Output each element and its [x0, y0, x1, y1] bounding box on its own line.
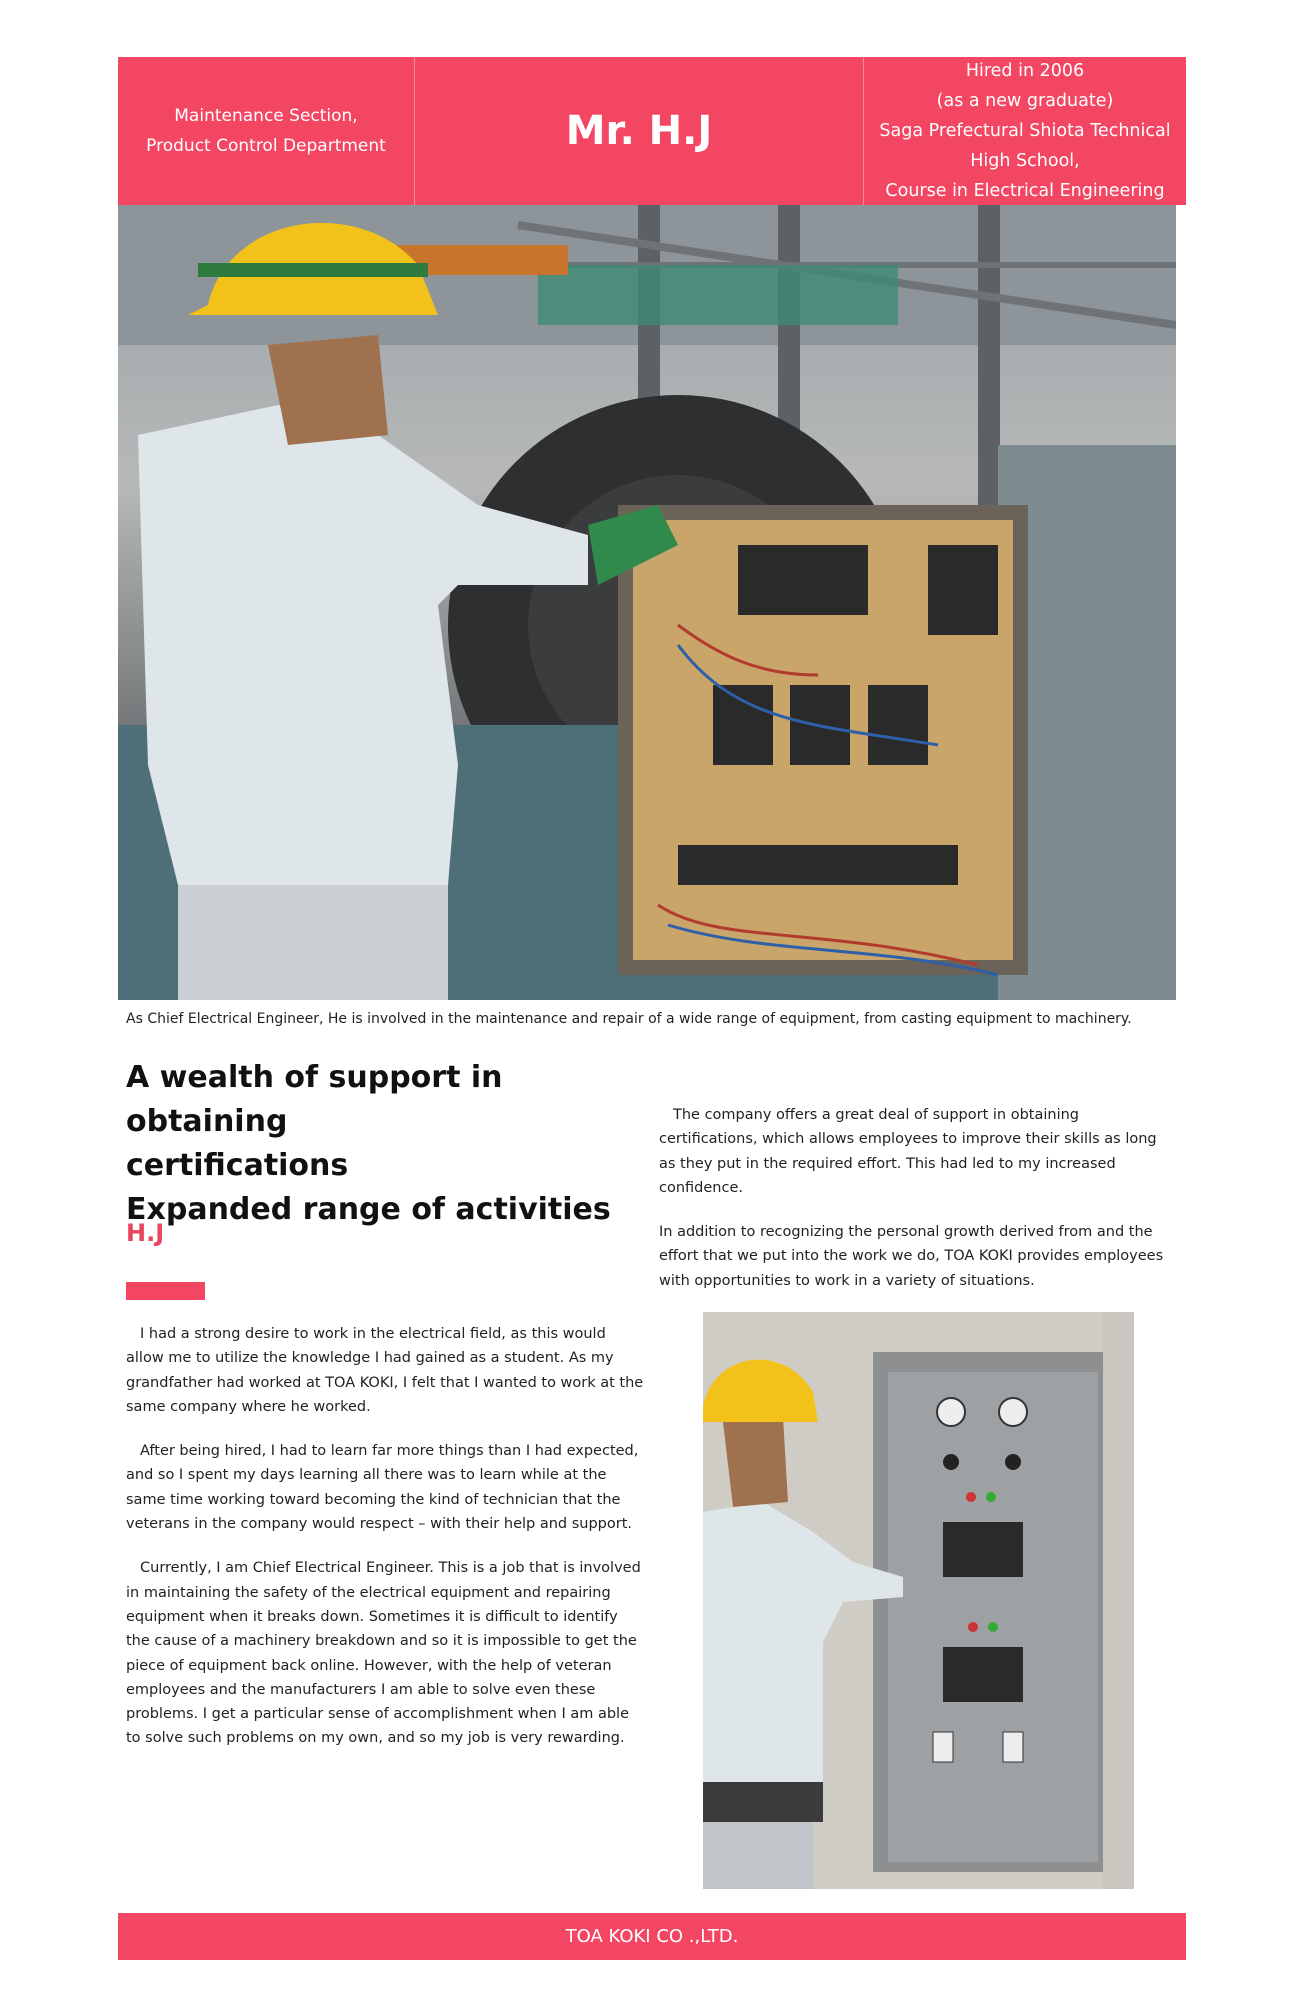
right-column-text — [659, 1103, 1177, 1313]
hire-line: Hired in 2006 — [965, 61, 1085, 81]
main-photo — [118, 205, 1176, 1000]
paragraph: Currently, I am Chief Electrical Engineer. This is a job that is involved in maintaining the safety of the electrical equipment and repairing equipment when it breaks down. Sometimes it is difficult to identify the cause of a machinery breakdown and so it is impossible to get the piece of equipment back online. However, with the help of veteran employees and the manufacturers I am able to solve even these problems. I get a particular sense of accomplishment when I am able to solve such problems on my own, and so my job is very rewarding. — [126, 1560, 641, 1747]
author-name: H.J — [126, 1219, 165, 1247]
paragraph: The company offers a great deal of support in obtaining certifications, which allows employees to improve their skills as long as they put in the required effort. This had led to my increased confidence. — [659, 1107, 1157, 1196]
hire-line: Saga Prefectural Shiota Technical — [879, 121, 1171, 141]
hire-line: (as a new graduate) — [936, 91, 1114, 111]
paragraph: I had a strong desire to work in the electrical field, as this would allow me to utilize the knowledge I had gained as a student. As my grandfather had worked at TOA KOKI, I felt that I wanted to work at the same company where he worked. — [126, 1326, 644, 1415]
hire-line: High School, — [970, 151, 1080, 171]
accent-bar — [126, 1282, 205, 1300]
headline-line: Expanded range of activities — [126, 1192, 611, 1227]
employee-name: Mr. H.J — [415, 57, 864, 205]
company-footer: TOA KOKI CO .,LTD. — [118, 1913, 1186, 1960]
department-line: Product Control Department — [146, 136, 386, 156]
profile-header — [118, 57, 1186, 205]
left-column-text — [126, 1322, 644, 1771]
main-photo-illustration — [118, 205, 1176, 1000]
photo-caption: As Chief Electrical Engineer, He is involved in the maintenance and repair of a wide range of equipment, from casting equipment to machinery. — [126, 1011, 1132, 1027]
switchboard-photo-illustration — [703, 1312, 1134, 1889]
hire-info-cell — [864, 57, 1186, 205]
department-cell — [118, 57, 415, 205]
switchboard-photo — [703, 1312, 1134, 1889]
headline-line: certifications — [126, 1148, 349, 1183]
headline-line: A wealth of support in obtaining — [126, 1060, 503, 1139]
hire-line: Course in Electrical Engineering — [885, 181, 1165, 201]
article-headline — [126, 1056, 646, 1232]
department-line: Maintenance Section, — [174, 106, 358, 126]
paragraph: After being hired, I had to learn far more things than I had expected, and so I spent my days learning all there was to learn while at the same time working toward becoming the kind of technician that the veterans in the company would respect – with their help and support. — [126, 1443, 639, 1533]
paragraph: In addition to recognizing the personal growth derived from and the effort that we put into the work we do, TOA KOKI provides employees with opportunities to work in a variety of situations. — [659, 1224, 1164, 1289]
